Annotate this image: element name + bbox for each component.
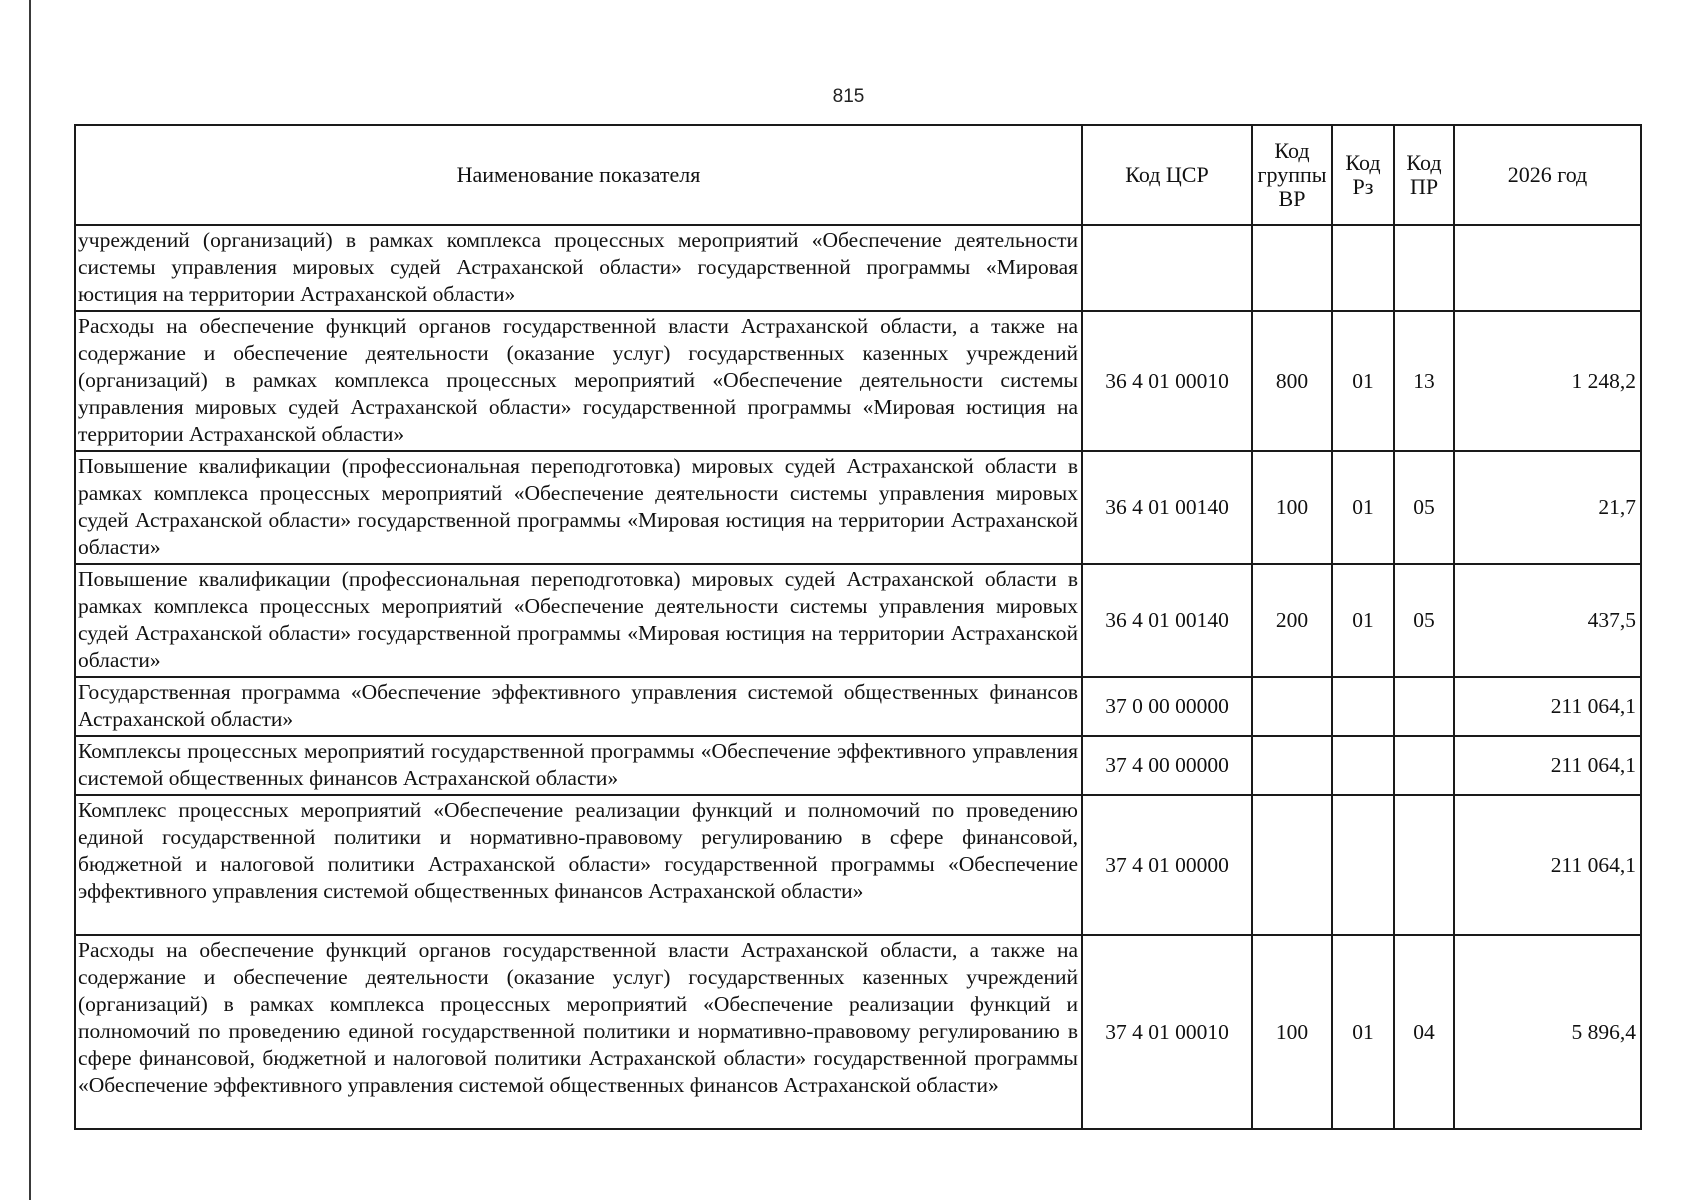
row-name: Комплексы процессных мероприятий государственной программы «Обеспечение эффективного управления системой общественных финансов Астраханской области» bbox=[75, 736, 1082, 795]
row-pr-code bbox=[1394, 795, 1454, 935]
page-number: 815 bbox=[832, 86, 865, 107]
row-vr-code: 200 bbox=[1252, 564, 1332, 677]
header-name: Наименование показателя bbox=[75, 125, 1082, 225]
row-amount: 211 064,1 bbox=[1454, 736, 1641, 795]
row-csr-code: 36 4 01 00010 bbox=[1082, 311, 1252, 451]
row-vr-code bbox=[1252, 736, 1332, 795]
row-name: Повышение квалификации (профессиональная переподготовка) мировых судей Астраханской области в рамках комплекса процессных мероприятий «Обеспечение деятельности системы управления мировых судей Астраханской области» государственной программы «Мировая юстиция на территории Астраханской области» bbox=[75, 451, 1082, 564]
row-rz-code bbox=[1332, 795, 1394, 935]
row-rz-code: 01 bbox=[1332, 451, 1394, 564]
header-csr-code: Код ЦСР bbox=[1082, 125, 1252, 225]
row-vr-code bbox=[1252, 677, 1332, 736]
row-amount: 5 896,4 bbox=[1454, 935, 1641, 1129]
header-vr-code: Код группы ВР bbox=[1252, 125, 1332, 225]
row-rz-code: 01 bbox=[1332, 311, 1394, 451]
row-pr-code: 05 bbox=[1394, 564, 1454, 677]
row-amount: 211 064,1 bbox=[1454, 795, 1641, 935]
row-pr-code: 04 bbox=[1394, 935, 1454, 1129]
header-year: 2026 год bbox=[1454, 125, 1641, 225]
row-name: Комплекс процессных мероприятий «Обеспечение реализации функций и полномочий по проведению единой государственной политики и нормативно-правовому регулированию в сфере финансовой, бюджетной и налоговой политики Астраханской области» государственной программы «Обеспечение эффективного управления системой общественных финансов Астраханской области» bbox=[75, 795, 1082, 935]
row-pr-code: 13 bbox=[1394, 311, 1454, 451]
row-name: учреждений (организаций) в рамках комплекса процессных мероприятий «Обеспечение деятельности системы управления мировых судей Астраханской области» государственной программы «Мировая юстиция на территории Астраханской области» bbox=[75, 225, 1082, 311]
table-row bbox=[75, 451, 1641, 564]
row-rz-code: 01 bbox=[1332, 564, 1394, 677]
header-pr-code: Код ПР bbox=[1394, 125, 1454, 225]
row-csr-code: 37 4 01 00010 bbox=[1082, 935, 1252, 1129]
row-csr-code: 37 4 00 00000 bbox=[1082, 736, 1252, 795]
row-amount: 211 064,1 bbox=[1454, 677, 1641, 736]
row-vr-code: 100 bbox=[1252, 451, 1332, 564]
row-csr-code: 36 4 01 00140 bbox=[1082, 451, 1252, 564]
row-pr-code bbox=[1394, 736, 1454, 795]
row-amount: 437,5 bbox=[1454, 564, 1641, 677]
row-name: Государственная программа «Обеспечение эффективного управления системой общественных финансов Астраханской области» bbox=[75, 677, 1082, 736]
row-vr-code bbox=[1252, 225, 1332, 311]
row-amount bbox=[1454, 225, 1641, 311]
row-name: Повышение квалификации (профессиональная переподготовка) мировых судей Астраханской области в рамках комплекса процессных мероприятий «Обеспечение деятельности системы управления мировых судей Астраханской области» государственной программы «Мировая юстиция на территории Астраханской области» bbox=[75, 564, 1082, 677]
row-vr-code: 100 bbox=[1252, 935, 1332, 1129]
table-row bbox=[75, 564, 1641, 677]
table-row bbox=[75, 311, 1641, 451]
row-name: Расходы на обеспечение функций органов государственной власти Астраханской области, а также на содержание и обеспечение деятельности (оказание услуг) государственных казенных учреждений (организаций) в рамках комплекса процессных мероприятий «Обеспечение реализации функций и полномочий по проведению единой государственной политики и нормативно-правовому регулированию в сфере финансовой, бюджетной и налоговой политики Астраханской области» государственной программы «Обеспечение эффективного управления системой общественных финансов Астраханской области» bbox=[75, 935, 1082, 1129]
table-row bbox=[75, 795, 1641, 935]
binding-margin-line bbox=[29, 0, 31, 1200]
row-vr-code: 800 bbox=[1252, 311, 1332, 451]
table-header-row bbox=[75, 125, 1641, 225]
row-rz-code bbox=[1332, 677, 1394, 736]
row-rz-code: 01 bbox=[1332, 935, 1394, 1129]
header-rz-code: Код Рз bbox=[1332, 125, 1394, 225]
row-rz-code bbox=[1332, 736, 1394, 795]
row-csr-code: 37 4 01 00000 bbox=[1082, 795, 1252, 935]
row-vr-code bbox=[1252, 795, 1332, 935]
row-pr-code bbox=[1394, 677, 1454, 736]
row-name: Расходы на обеспечение функций органов государственной власти Астраханской области, а также на содержание и обеспечение деятельности (оказание услуг) государственных казенных учреждений (организаций) в рамках комплекса процессных мероприятий «Обеспечение деятельности системы управления мировых судей Астраханской области» государственной программы «Мировая юстиция на территории Астраханской области» bbox=[75, 311, 1082, 451]
table-row bbox=[75, 225, 1641, 311]
row-csr-code bbox=[1082, 225, 1252, 311]
table-row bbox=[75, 736, 1641, 795]
row-pr-code: 05 bbox=[1394, 451, 1454, 564]
table-row bbox=[75, 935, 1641, 1129]
row-amount: 21,7 bbox=[1454, 451, 1641, 564]
table-row bbox=[75, 677, 1641, 736]
row-csr-code: 37 0 00 00000 bbox=[1082, 677, 1252, 736]
row-amount: 1 248,2 bbox=[1454, 311, 1641, 451]
budget-table bbox=[74, 124, 1642, 1130]
row-pr-code bbox=[1394, 225, 1454, 311]
row-rz-code bbox=[1332, 225, 1394, 311]
row-csr-code: 36 4 01 00140 bbox=[1082, 564, 1252, 677]
